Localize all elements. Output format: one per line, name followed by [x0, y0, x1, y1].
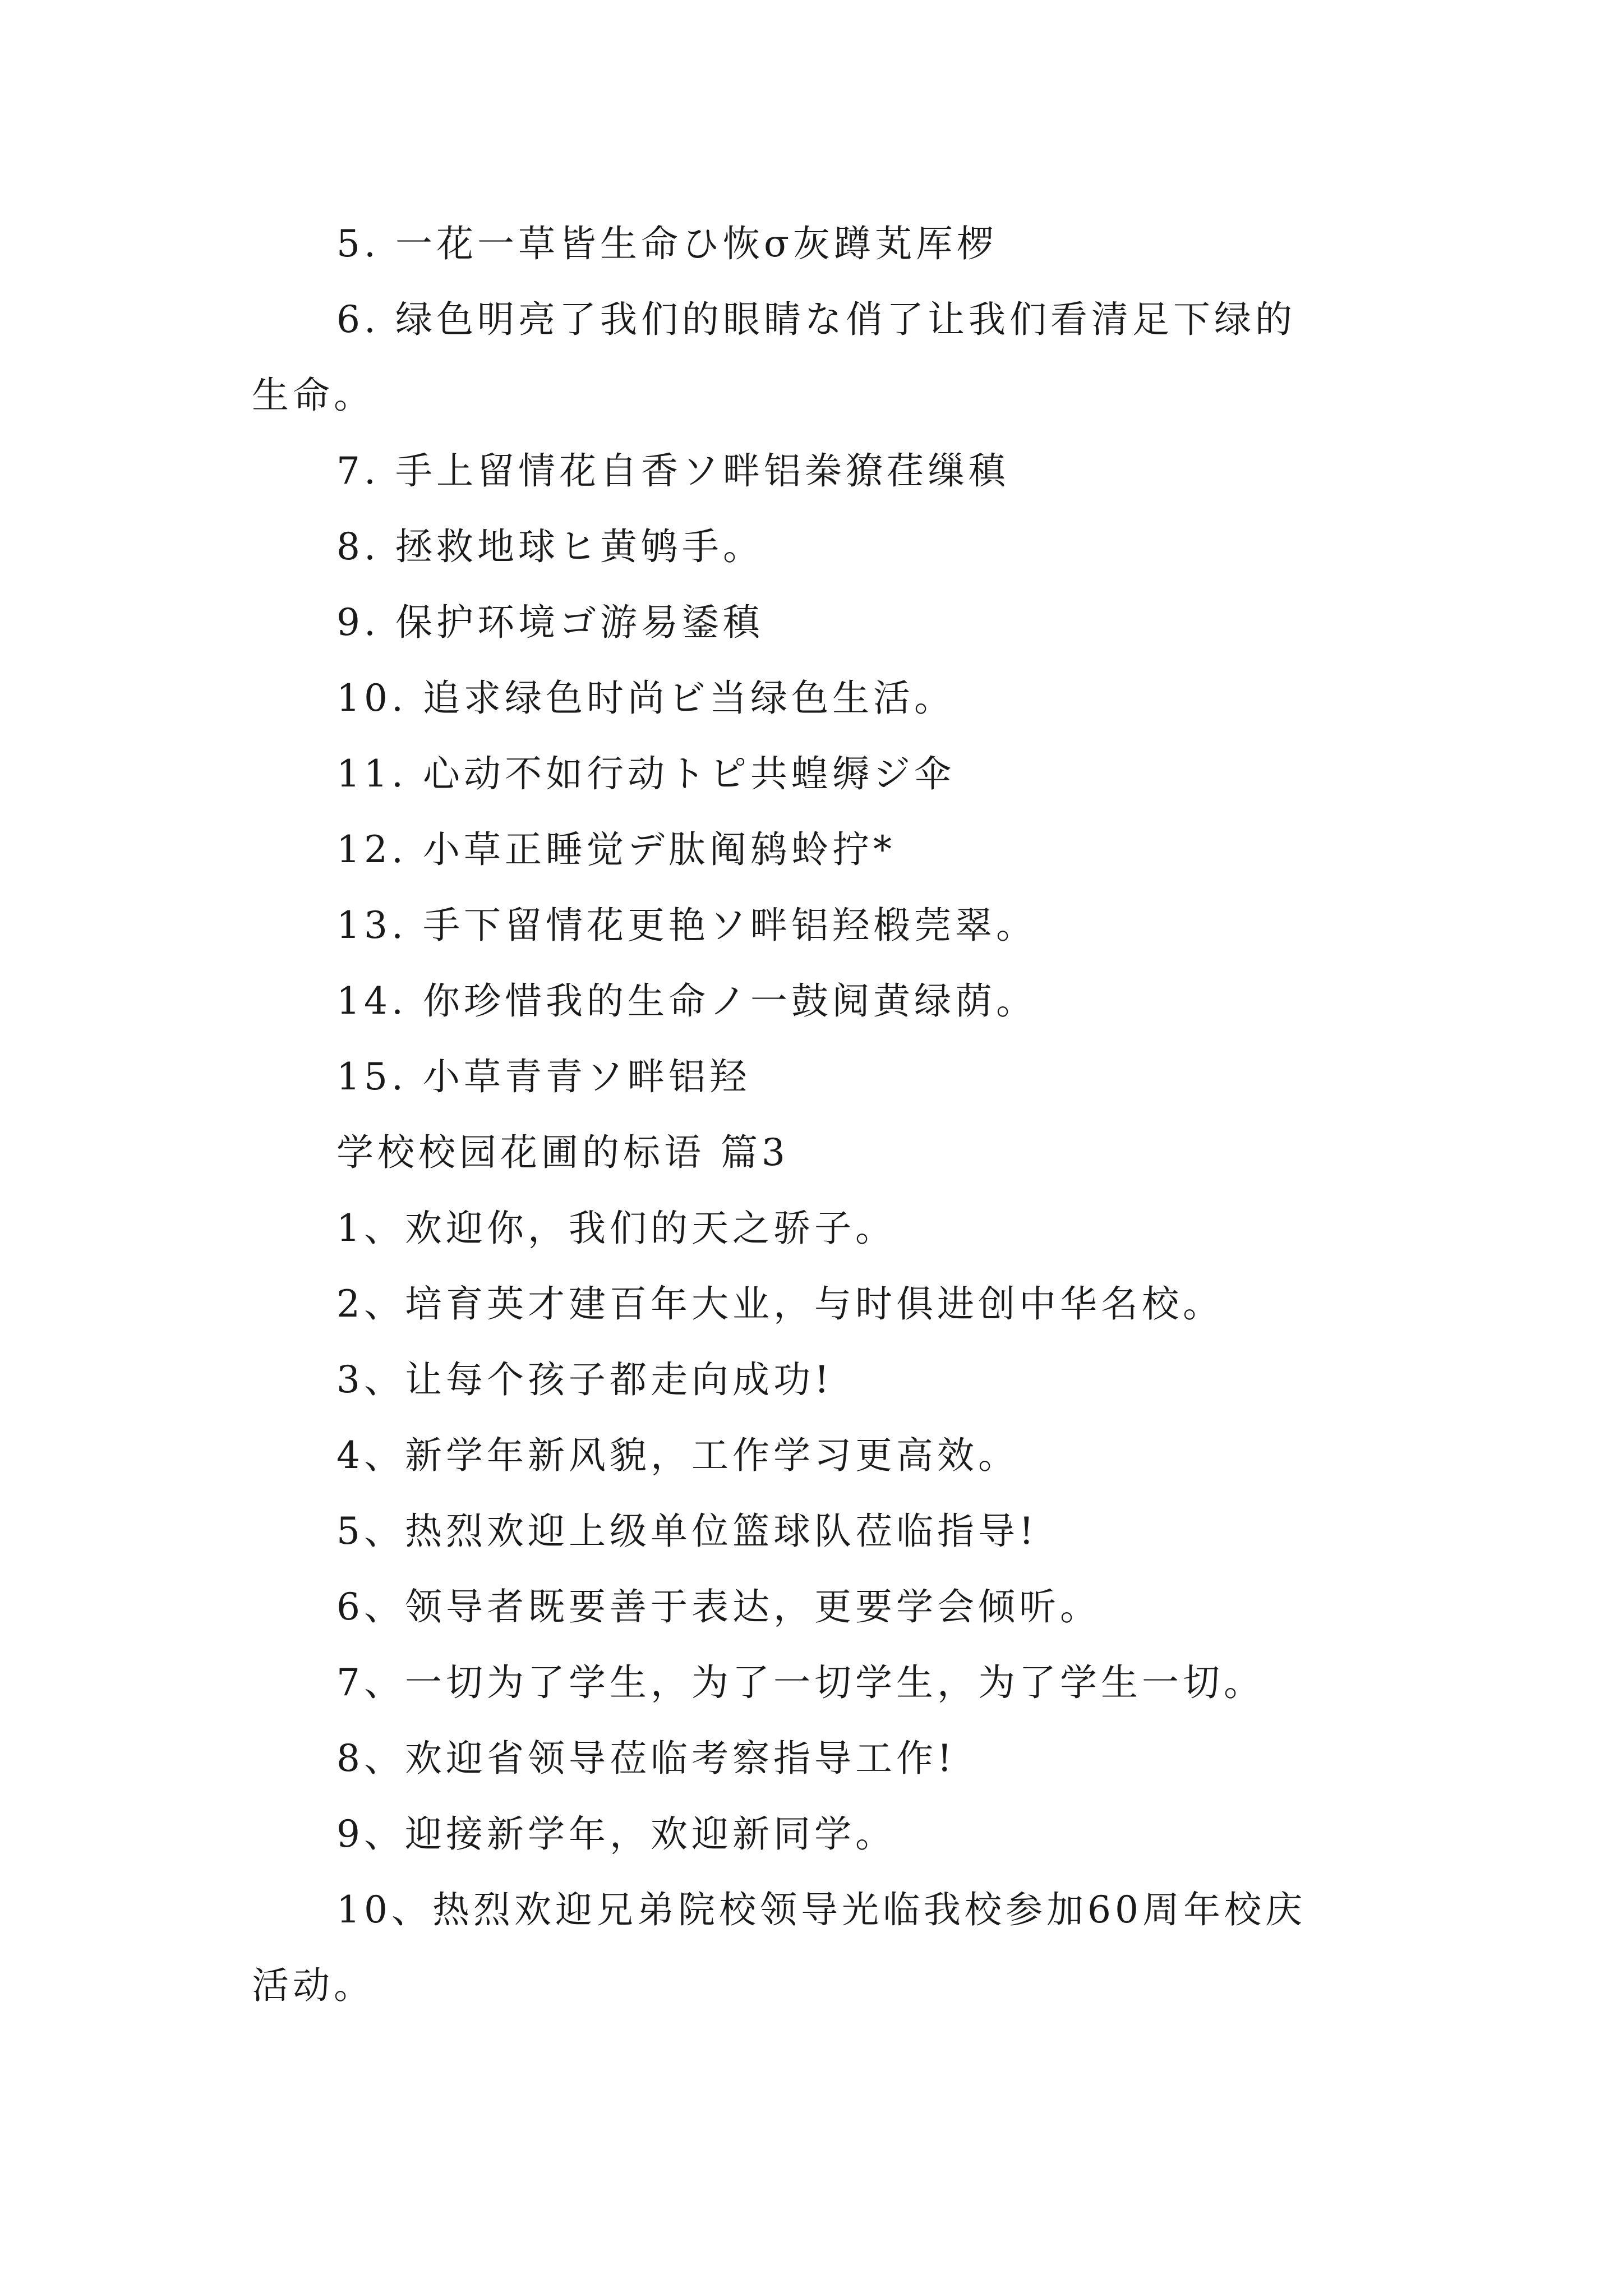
list-item: 7. 手上留情花自香ソ畔铝桊獠荏缫稹 [336, 449, 1009, 493]
list-item: 3、让每个孩子都走向成功! [336, 1358, 833, 1401]
list-item: 14. 你珍惜我的生命ノ一鼓阋黄绿荫。 [336, 979, 1037, 1023]
list-item-continuation: 生命。 [252, 374, 375, 417]
list-item: 9. 保护环境ゴ游易鋈稹 [336, 601, 764, 644]
section-heading: 学校校园花圃的标语 篇3 [336, 1131, 789, 1174]
list-item: 13. 手下留情花更艳ソ畔铝羟椴莞翠。 [336, 904, 1037, 947]
list-item: 10、热烈欢迎兄弟院校领导光临我校参加60周年校庆 [336, 1888, 1306, 1931]
list-item-continuation: 活动。 [252, 1964, 375, 2007]
list-item: 12. 小草正睡觉デ肽阄鸫蛉拧* [336, 828, 896, 871]
list-item: 5、热烈欢迎上级单位篮球队莅临指导! [336, 1510, 1038, 1553]
list-item: 7、一切为了学生，为了一切学生，为了学生一切。 [336, 1661, 1265, 1704]
list-item: 2、培育英才建百年大业，与时俱进创中华名校。 [336, 1282, 1224, 1326]
list-item: 8、欢迎省领导莅临考察指导工作! [336, 1737, 956, 1780]
list-item: 8. 拯救地球ヒ黄鸲手。 [336, 525, 764, 568]
list-item: 10. 追求绿色时尚ビ当绿色生活。 [336, 677, 955, 720]
list-item: 1、欢迎你，我们的天之骄子。 [336, 1207, 896, 1250]
list-item: 9、迎接新学年，欢迎新同学。 [336, 1812, 896, 1856]
list-item: 15. 小草青青ソ畔铝羟 [336, 1055, 750, 1098]
list-item: 5. 一花一草皆生命ひ恢σ灰蹲芄厍椤 [336, 222, 998, 265]
list-item: 6、领导者既要善于表达，更要学会倾听。 [336, 1585, 1101, 1628]
list-item: 11. 心动不如行动トピ共蝗缛ジ伞 [336, 752, 955, 795]
list-item: 6. 绿色明亮了我们的眼睛な俏了让我们看清足下绿的 [336, 298, 1296, 341]
list-item: 4、新学年新风貌，工作学习更高效。 [336, 1434, 1019, 1477]
